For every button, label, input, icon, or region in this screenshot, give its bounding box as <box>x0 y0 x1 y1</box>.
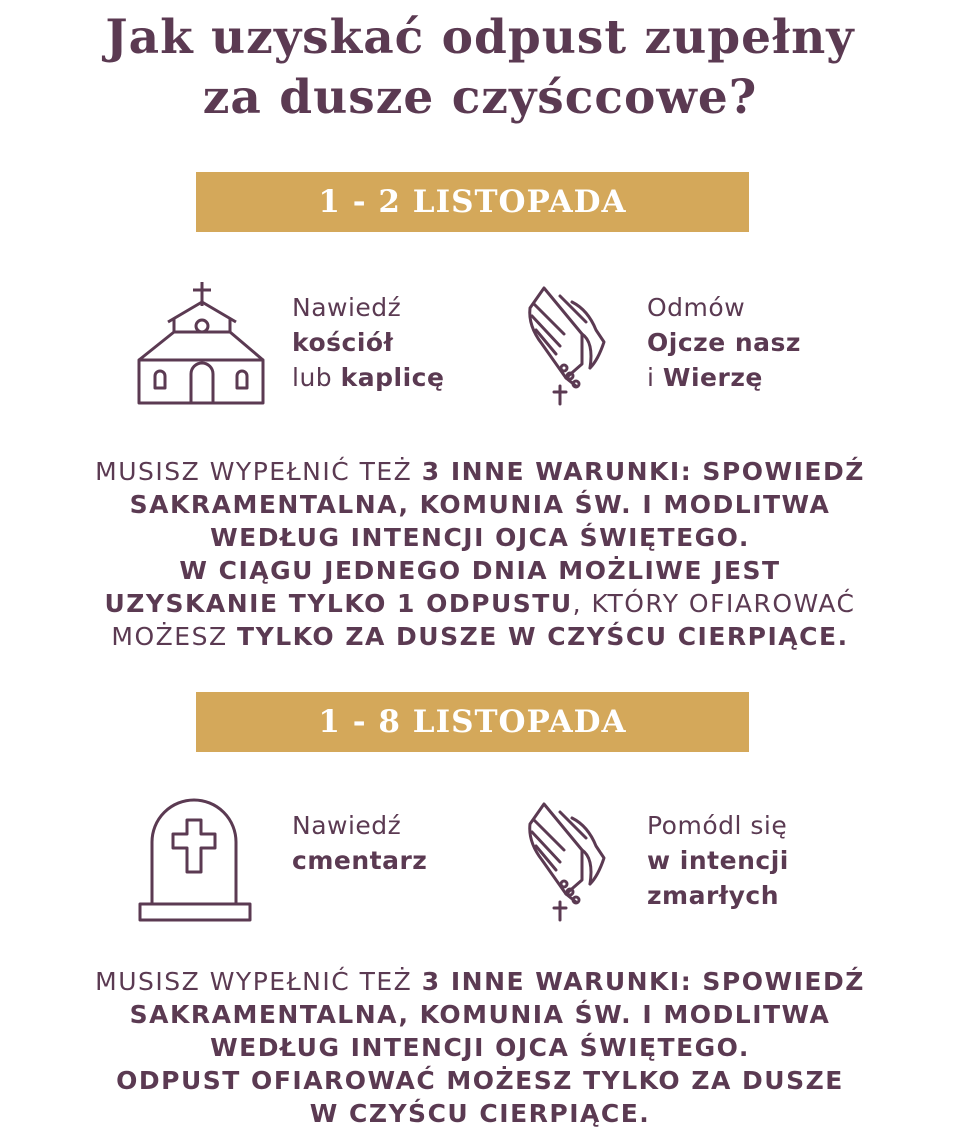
conditions-1-l5-bold: UZYSKANIE TYLKO 1 ODPUSTU <box>104 589 573 618</box>
praying-hands-rosary-icon-2 <box>524 798 614 922</box>
conditions-1-l6-normal: MOŻESZ <box>111 622 238 651</box>
conditions-1-l6-bold: TYLKO ZA DUSZE W CZYŚCU CIERPIĄCE. <box>237 622 849 651</box>
conditions-2-l5: W CZYŚCU CIERPIĄCE. <box>309 1099 651 1128</box>
pray-line3-bold: Wierzę <box>662 363 763 392</box>
pray-line2: Ojcze nasz <box>647 328 801 357</box>
conditions-1-l5-normal: , KTÓRY OFIAROWAĆ <box>572 589 856 618</box>
conditions-1-l1-normal: MUSISZ WYPEŁNIĆ TEŻ <box>95 457 422 486</box>
conditions-2-l1-bold: 3 INNE WARUNKI: SPOWIEDŹ <box>421 967 865 996</box>
pray-for-dead-line1: Pomódl się <box>647 811 788 840</box>
visit-church-caption <box>292 290 444 395</box>
pray-line1: Odmów <box>647 293 746 322</box>
conditions-1-l4: W CIĄGU JEDNEGO DNIA MOŻLIWE JEST <box>179 556 781 585</box>
visit-cemetery-line1: Nawiedź <box>292 811 402 840</box>
visit-cemetery-line2: cmentarz <box>292 846 428 875</box>
visit-cemetery-caption <box>292 808 427 878</box>
date-banner-1-2-november: 1 - 2 LISTOPADA <box>196 172 749 232</box>
visit-church-line3-prefix: lub <box>292 363 341 392</box>
conditions-2-l1-normal: MUSISZ WYPEŁNIĆ TEŻ <box>95 967 422 996</box>
pray-caption <box>647 290 801 395</box>
pray-for-dead-line2: w intencji <box>647 846 789 875</box>
conditions-1-l3: WEDŁUG INTENCJI OJCA ŚWIĘTEGO. <box>210 523 750 552</box>
conditions-1-l2: SAKRAMENTALNA, KOMUNIA ŚW. I MODLITWA <box>129 490 831 519</box>
page-title-line2: za dusze czyśccowe? <box>202 70 758 125</box>
gravestone-cross-icon <box>138 798 252 924</box>
conditions-2-l4: ODPUST OFIAROWAĆ MOŻESZ TYLKO ZA DUSZE <box>116 1066 844 1095</box>
conditions-2-l2: SAKRAMENTALNA, KOMUNIA ŚW. I MODLITWA <box>129 1000 831 1029</box>
date-banner-1-8-november: 1 - 8 LISTOPADA <box>196 692 749 752</box>
conditions-text-1 <box>0 455 960 653</box>
page-title <box>0 8 960 128</box>
conditions-1-l1-bold: 3 INNE WARUNKI: SPOWIEDŹ <box>421 457 865 486</box>
visit-church-line3-bold: kaplicę <box>340 363 445 392</box>
praying-hands-rosary-icon <box>524 282 614 406</box>
conditions-text-2 <box>0 965 960 1130</box>
conditions-2-l3: WEDŁUG INTENCJI OJCA ŚWIĘTEGO. <box>210 1033 750 1062</box>
page-title-line1: Jak uzyskać odpust zupełny <box>105 10 855 65</box>
pray-for-dead-line3: zmarłych <box>647 881 779 910</box>
church-icon <box>136 280 266 405</box>
visit-church-line1: Nawiedź <box>292 293 402 322</box>
pray-line3-prefix: i <box>647 363 663 392</box>
visit-church-line2: kościół <box>292 328 394 357</box>
pray-for-dead-caption <box>647 808 789 913</box>
